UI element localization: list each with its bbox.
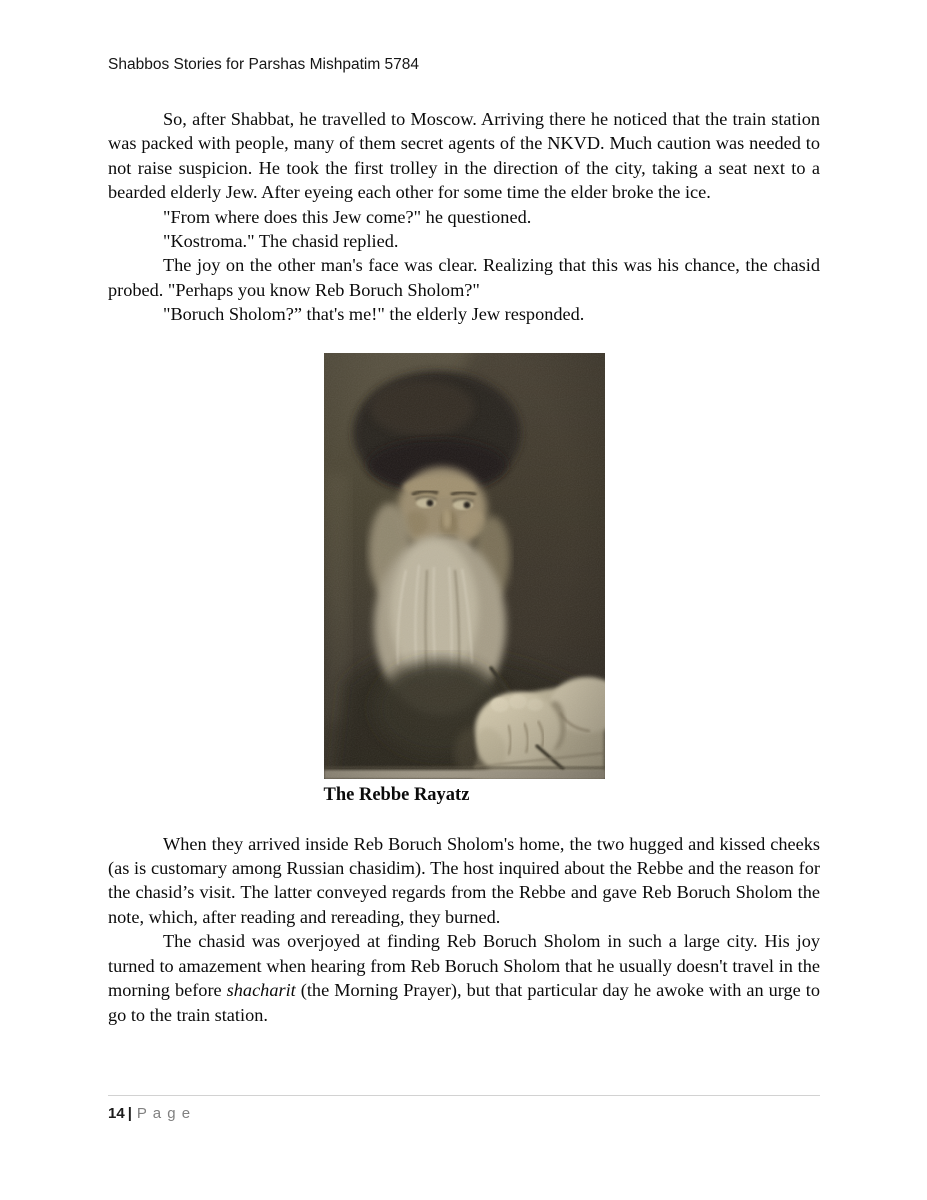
figure-caption: The Rebbe Rayatz — [323, 784, 470, 805]
body-after-figure — [108, 832, 820, 1027]
body-paragraph: "Kostroma." The chasid replied. — [163, 231, 399, 252]
body-paragraph: When they arrived inside Reb Boruch Sholom's home, the two hugged and kissed cheeks (as is customary among Russian chasidim). The host inquired about the Rebbe and the reason for the chasid’s visit. The latter conveyed regards from the Rebbe and gave Reb Boruch Sholom the note, which, after reading and rereading, they burned. — [108, 833, 820, 927]
page-header — [108, 56, 819, 74]
page-footer — [108, 1095, 820, 1122]
body-paragraph — [108, 929, 820, 1027]
body-paragraph: "Boruch Sholom?” that's me!" the elderly Jew responded. — [163, 304, 585, 325]
figure — [324, 353, 605, 809]
rebbe-rayatz-portrait-photo — [324, 353, 605, 779]
paragraph-text-segment: The chasid was overjoyed at finding Reb Boruch Sholom in such a large city. His joy turned to amazement when hearing from Reb Boruch Sholom that he usually doesn't travel in the morning before — [108, 931, 820, 1001]
body-paragraph: "From where does this Jew come?" he questioned. — [163, 206, 532, 227]
italic-term: shacharit — [226, 980, 296, 1001]
paragraph-text-segment: (the Morning Prayer), but that particular day he awoke with an urge to go to the train station. — [108, 980, 820, 1025]
footer-page-label: P a g e — [136, 1105, 192, 1122]
header-title: Shabbos Stories for Parshas Mishpatim 5784 — [108, 56, 420, 73]
body-paragraph: So, after Shabbat, he travelled to Moscow. Arriving there he noticed that the train station was packed with people, many of them secret agents of the NKVD. Much caution was needed to not raise suspicion. He took the first trolley in the direction of the city, taking a seat next to a bearded elderly Jew. After eyeing each other for some time the elder broke the ice. — [108, 109, 820, 203]
page-number: 14 — [108, 1105, 125, 1122]
document-body — [108, 107, 820, 1027]
footer-separator: | — [127, 1105, 132, 1122]
body-paragraph: The joy on the other man's face was clear. Realizing that this was his chance, the chasid probed. "Perhaps you know Reb Boruch Sholom?" — [108, 255, 820, 300]
